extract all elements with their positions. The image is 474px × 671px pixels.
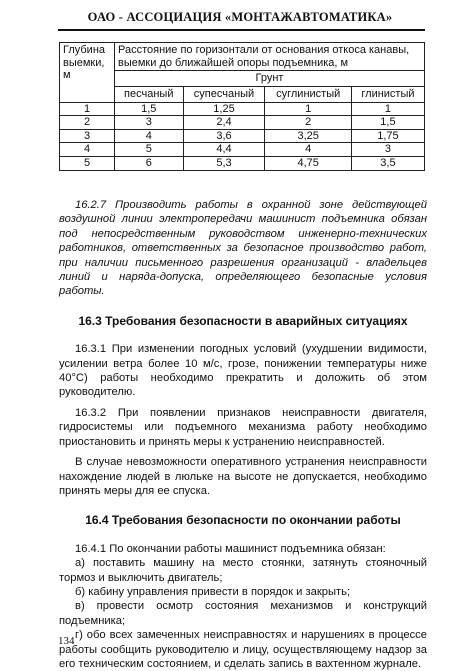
table-cell: 5 [115,143,184,157]
table-cell: 1 [265,102,351,116]
table-cell: 4 [115,129,184,143]
table-cell: 2 [60,116,115,130]
table-cell: 1,5 [351,116,424,130]
list-item-g: г) обо всех замеченных неисправностях и нарушениях в процессе работы сообщить руководителю и лицу, осуществляющему надзор за его техническим состоянием, и сделать запись в вахтенном журнале. [59,629,427,670]
section-heading-16-4: 16.4 Требования безопасности по окончании работы [85,513,401,528]
list-item-b: б) кабину управления привести в порядок и закрыть; [75,585,351,598]
table-cell: 1,25 [183,102,265,116]
table-cell: 4,75 [265,157,351,171]
paragraph-16-3-2: 16.3.2 При появлении признаков неисправности двигателя, гидросистемы или подъемного механизма работу необходимо приостановить и принять меры к устранению неисправностей. [59,406,427,448]
table-cell: 3,5 [351,157,424,171]
header-rule [58,29,425,31]
soil-types-row [60,86,425,102]
paragraph-16-2-7: 16.2.7 Производить работы в охранной зоне действующей воздушной линии электропередачи машинист подъемника обязан под непосредственным руководством инженерно-технических работников, ответственных за безопасное производство работ, при наличии письменного разрешения организаций - владельцев линий и наряда-допуска, определяющего безопасные условия работы. [59,199,427,298]
table-cell: 1 [351,102,424,116]
depth-header: Глубина выемки, м [60,43,115,103]
table-cell: 1 [60,102,115,116]
running-header: ОАО - АССОЦИАЦИЯ «МОНТАЖАВТОМАТИКА» [87,10,393,24]
table-cell: 4,4 [183,143,265,157]
table-cell: 5 [60,157,115,171]
soil-type-sandy-loam: супесчаный [183,86,265,102]
clearance-table [59,42,425,171]
document-body [59,198,427,671]
section-heading-16-3: 16.3 Требования безопасности в аварийных ситуациях [78,313,408,328]
soil-type-loam: суглинистый [265,86,351,102]
table-row [60,129,425,143]
paragraph-16-3-2-cont: В случае невозможности оперативного устранения неисправности нахождение людей в люльке на высоте не допускается, необходимо принять меры для ее спуска. [59,456,427,497]
table-cell: 4 [265,143,351,157]
table-row [60,116,425,130]
paragraph-16-3-1: 16.3.1 При изменении погодных условий (ухудшении видимости, усилении ветра более 10 м/с, грозе, понижении температуры ниже 40°С) работы необходимо прекратить и доложить об этом руководителю. [59,343,427,399]
list-item-v: в) провести осмотр состояния механизмов и конструкций подъемника; [59,600,427,627]
table-cell: 4 [60,143,115,157]
table-header-row [60,43,425,71]
soil-header-row [60,71,425,87]
table-cell: 3 [115,116,184,130]
table-row [60,157,425,171]
table-cell: 3 [351,143,424,157]
soil-type-sand: песчаный [115,86,184,102]
table-cell: 2 [265,116,351,130]
table-cell: 3,25 [265,129,351,143]
table-cell: 3 [60,129,115,143]
table-cell: 1,75 [351,129,424,143]
list-item-a: а) поставить машину на место стоянки, затянуть стояночный тормоз и выключить двигатель; [59,557,427,584]
page-number: 134 [58,635,75,647]
table-cell: 2,4 [183,116,265,130]
table-cell: 1,5 [115,102,184,116]
soil-type-clay: глинистый [351,86,424,102]
distance-header: Расстояние по горизонтали от основания откоса канавы, выемки до ближайшей опоры подъемника, м [115,43,425,71]
table-row [60,102,425,116]
table-cell: 3,6 [183,129,265,143]
soil-header: Грунт [115,71,425,87]
table-cell: 5,3 [183,157,265,171]
table-row [60,143,425,157]
paragraph-16-4-1: 16.4.1 По окончании работы машинист подъемника обязан: [75,542,386,555]
table-cell: 6 [115,157,184,171]
